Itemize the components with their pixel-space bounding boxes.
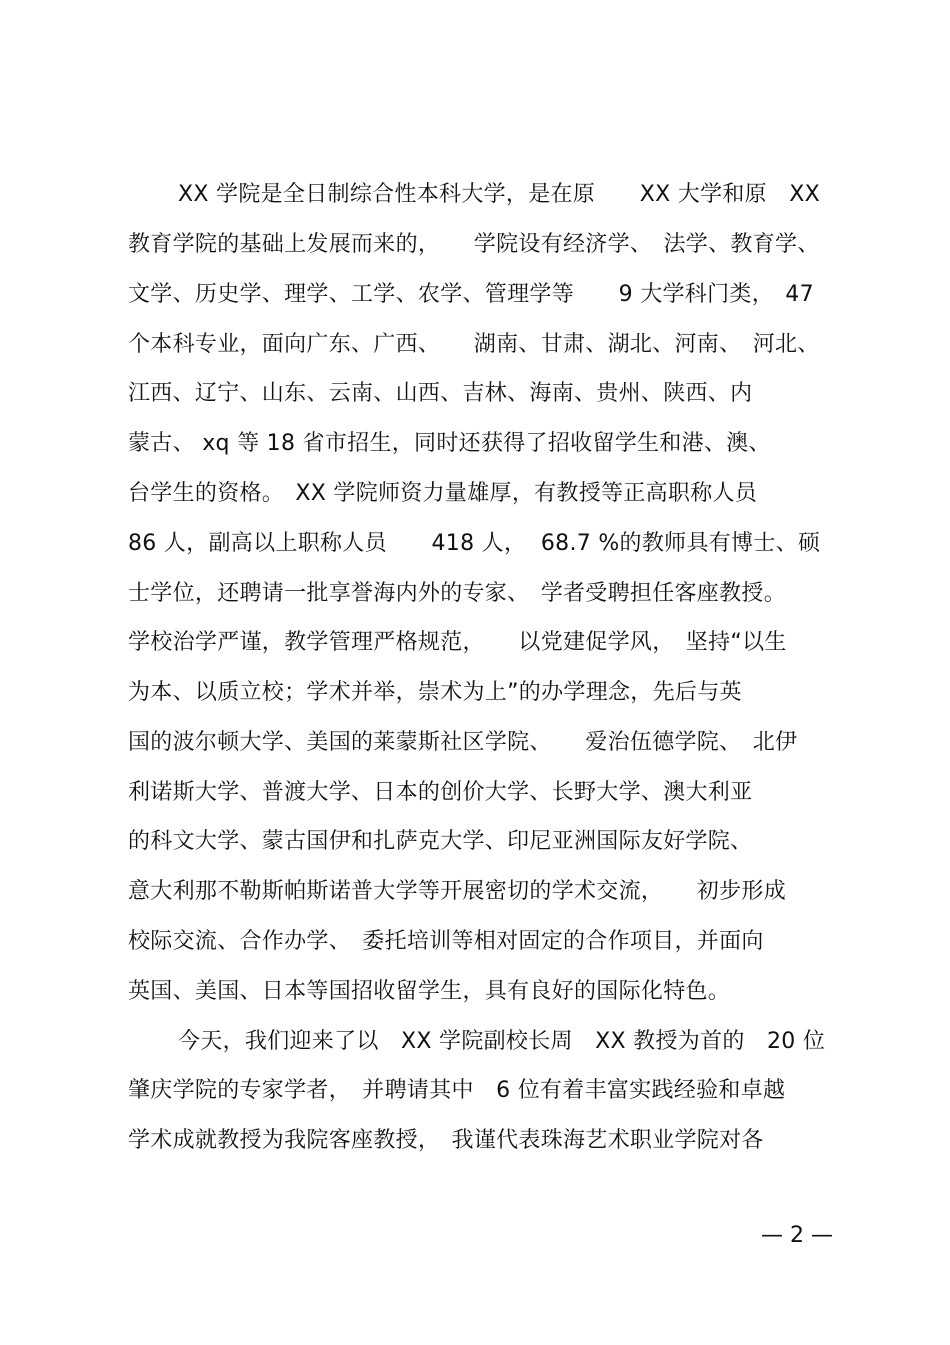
paragraph-line: 今天，我们迎来了以 XX 学院副校长周 XX 教授为首的 20 位 <box>178 1029 826 1054</box>
paragraph-line: 台学生的资格。 XX 学院师资力量雄厚，有教授等正高职称人员 <box>128 481 758 506</box>
paragraph-line: 国的波尔顿大学、美国的莱蒙斯社区学院、 爱治伍德学院、 北伊 <box>128 730 798 755</box>
paragraph-line: 为本、以质立校；学术并举，崇术为上”的办学理念，先后与英 <box>128 680 742 705</box>
paragraph-line: 校际交流、合作办学、 委托培训等相对固定的合作项目，并面向 <box>128 929 764 954</box>
paragraph-line: 士学位，还聘请一批享誉海内外的专家、 学者受聘担任客座教授。 <box>128 581 787 606</box>
paragraph-line: 江西、辽宁、山东、云南、山西、吉林、海南、贵州、陕西、内 <box>128 381 753 406</box>
paragraph-line: 文学、历史学、理学、工学、农学、管理学等 9 大学科门类， 47 <box>128 282 814 307</box>
paragraph-line: 学校治学严谨，教学管理严格规范， 以党建促学风， 坚持“以生 <box>128 630 787 655</box>
page-number: — 2 — <box>761 1223 833 1248</box>
paragraph-line: 英国、美国、日本等国招收留学生，具有良好的国际化特色。 <box>128 979 731 1004</box>
paragraph-line: 教育学院的基础上发展而来的， 学院设有经济学、 法学、教育学、 <box>128 232 820 257</box>
paragraph-line: 肇庆学院的专家学者， 并聘请其中 6 位有着丰富实践经验和卓越 <box>128 1078 786 1103</box>
paragraph-line: 学术成就教授为我院客座教授， 我谨代表珠海艺术职业学院对各 <box>128 1128 764 1153</box>
paragraph-line: 意大利那不勒斯帕斯诺普大学等开展密切的学术交流， 初步形成 <box>128 879 787 904</box>
paragraph-line: XX 学院是全日制综合性本科大学，是在原 XX 大学和原 XX <box>178 182 821 207</box>
paragraph-line: 蒙古、 xq 等 18 省市招生，同时还获得了招收留学生和港、澳、 <box>128 431 771 456</box>
paragraph-line: 个本科专业，面向广东、广西、 湖南、甘肃、湖北、河南、 河北、 <box>128 332 820 357</box>
paragraph-line: 86 人，副高以上职称人员 418 人， 68.7 %的教师具有博士、硕 <box>128 531 821 556</box>
paragraph-line: 利诺斯大学、普渡大学、日本的创价大学、长野大学、澳大利亚 <box>128 780 753 805</box>
paragraph-line: 的科文大学、蒙古国伊和扎萨克大学、印尼亚洲国际友好学院、 <box>128 829 753 854</box>
